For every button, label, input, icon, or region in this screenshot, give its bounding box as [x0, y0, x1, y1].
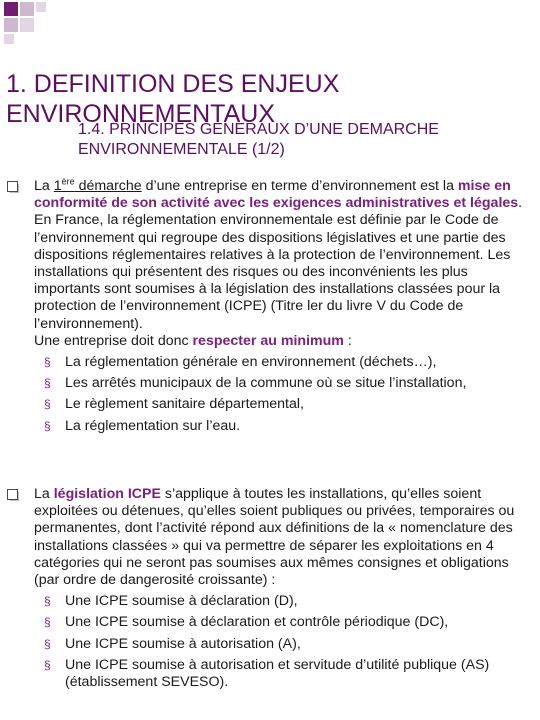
section-bullet-icon: § [44, 615, 51, 630]
section-bullet-icon: § [44, 397, 51, 412]
obligation-paragraph: Une entreprise doit donc respecter au minimum : [34, 332, 352, 349]
icpe-categories-list [34, 593, 530, 691]
page-title: 1. DEFINITION DES ENJEUX ENVIRONNEMENTAUX [6, 69, 340, 128]
section-text [34, 486, 530, 695]
deco-square-light [4, 34, 14, 44]
section-text [34, 178, 530, 439]
list-item: § La réglementation sur l’eau. [44, 417, 241, 434]
list-item: § La réglementation générale en environnement (déchets…), [44, 354, 437, 371]
list-item: § Une ICPE soumise à déclaration et contrôle périodique (DC), [44, 614, 449, 631]
minimum-highlight: respecter au minimum [192, 332, 344, 349]
deco-square-dark [4, 2, 18, 16]
list-item: § Le règlement sanitaire départemental, [44, 396, 304, 413]
compliance-highlight: mise en conformité de son activité avec les exigences administratives et légales [34, 178, 519, 212]
square-bullet-icon [7, 489, 18, 500]
list-item: § Une ICPE soumise à autorisation (A), [44, 635, 301, 652]
decorative-squares [0, 0, 60, 60]
list-item: § Une ICPE soumise à autorisation et servitude d’utilité publique (AS) (établissement SEVESO). [44, 656, 490, 691]
deco-square-light [4, 18, 18, 32]
section-bullet-icon: § [44, 636, 51, 651]
list-item: § Une ICPE soumise à déclaration (D), [44, 593, 298, 610]
first-step-term: 1ère démarche [53, 176, 142, 194]
section-bullet-icon: § [44, 657, 51, 672]
regulation-paragraph: En France, la réglementation environnementale est définie par le Code de l’environnement qui regroupe des dispositions législatives et une partie des dispositions réglementaires relatives à la protection de l’environnement. Les installations qui présentent des risques ou des inconvénients les plus importants sont soumises à la législation des installations classées pour la protection de l’environnement (ICPE) (Titre ler du livre V du Code de l’environnement). [34, 212, 511, 332]
square-bullet-icon [7, 181, 18, 192]
deco-square-light [36, 2, 46, 12]
minimum-requirements-list [34, 354, 530, 435]
section-bullet-icon: § [44, 376, 51, 391]
icpe-paragraph: La législation ICPE s’applique à toutes les installations, qu’elles soient exploitées ou détenues, qu’elles soient publiques ou privées, temporaires ou permanentes, dont l’activité répond aux définitions de la « nomenclature des installations classées » qui va permettre de séparer les exploitations en 4 catégories qui ne seront pas soumises aux mêmes consignes et obligations (par ordre de dangerosité croissante) : [34, 486, 515, 589]
section-bullet-icon: § [44, 355, 51, 370]
intro-paragraph: La 1ère démarche d’une entreprise en terme d’environnement est la mise en conformité de son activité avec les exigences administratives et légales. [34, 176, 523, 212]
icpe-highlight: législation ICPE [53, 486, 161, 502]
list-item: § Les arrêtés municipaux de la commune où se situe l’installation, [44, 375, 467, 392]
page-subtitle: 1.4. PRINCIPES GENERAUX D’UNE DEMARCHE ENVIRONNEMENTALE (1/2) [78, 121, 439, 158]
section-bullet-icon: § [44, 418, 51, 433]
deco-square-light [20, 18, 34, 32]
deco-square-light [20, 2, 34, 16]
section-bullet-icon: § [44, 594, 51, 609]
